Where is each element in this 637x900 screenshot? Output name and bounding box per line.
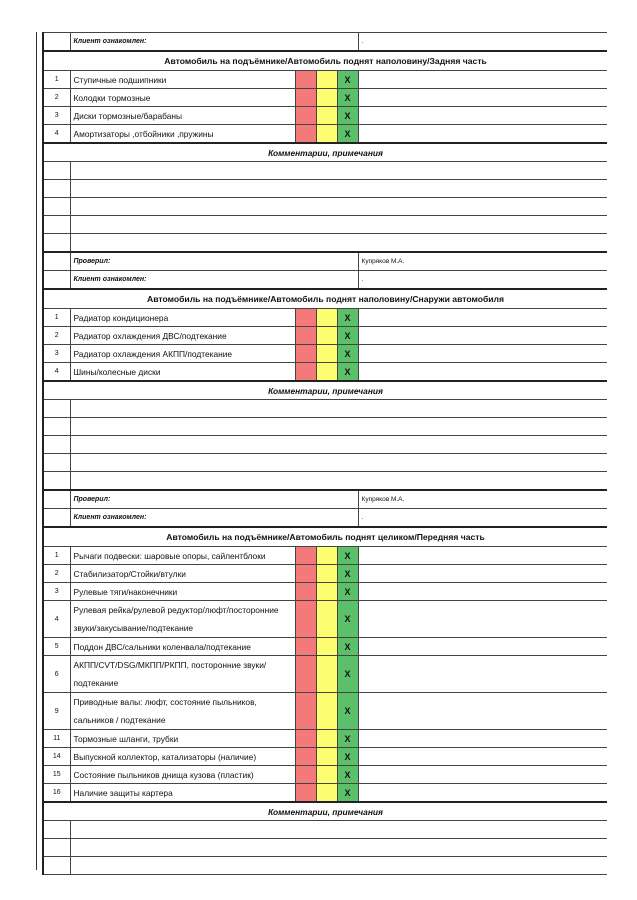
- status-warn-cell[interactable]: [316, 107, 337, 125]
- status-bad-cell[interactable]: [295, 748, 316, 766]
- comment-input[interactable]: [70, 857, 607, 875]
- item-note-cell[interactable]: [358, 583, 607, 601]
- checklist-row: [43, 125, 607, 144]
- checklist-row: [43, 327, 607, 345]
- status-bad-cell[interactable]: [295, 71, 316, 89]
- comments-header: [43, 381, 607, 400]
- status-ok-cell[interactable]: X: [337, 309, 358, 327]
- status-bad-cell[interactable]: [295, 638, 316, 656]
- item-note-cell[interactable]: [358, 125, 607, 144]
- status-ok-cell[interactable]: X: [337, 766, 358, 784]
- section-title: Автомобиль на подъёмнике/Автомобиль поднят целиком/Передняя часть: [43, 527, 607, 547]
- checklist-row: [43, 656, 607, 693]
- status-warn-cell[interactable]: [316, 784, 337, 803]
- section-header: [43, 289, 607, 309]
- comments-title: Комментарии, примечания: [43, 381, 607, 400]
- item-name: Рулевые тяги/наконечники: [70, 583, 295, 601]
- checklist-row: [43, 107, 607, 125]
- status-bad-cell[interactable]: [295, 363, 316, 382]
- item-name: Рычаги подвески: шаровые опоры, сайлентблоки: [70, 547, 295, 565]
- status-ok-cell[interactable]: X: [337, 583, 358, 601]
- item-note-cell[interactable]: [358, 363, 607, 382]
- comments-header: [43, 802, 607, 821]
- comment-input[interactable]: [70, 180, 607, 198]
- item-number: 15: [43, 766, 70, 784]
- inspection-table: [42, 32, 607, 875]
- item-number: 2: [43, 565, 70, 583]
- comment-line: [43, 418, 607, 436]
- checklist-row: [43, 601, 607, 638]
- item-note-cell[interactable]: [358, 309, 607, 327]
- status-warn-cell[interactable]: [316, 363, 337, 382]
- item-name: Состояние пыльников днища кузова (пластик): [70, 766, 295, 784]
- item-note-cell[interactable]: [358, 89, 607, 107]
- status-warn-cell[interactable]: [316, 693, 337, 730]
- status-ok-cell[interactable]: X: [337, 345, 358, 363]
- item-note-cell[interactable]: [358, 784, 607, 803]
- status-ok-cell[interactable]: X: [337, 547, 358, 565]
- section-title: Автомобиль на подъёмнике/Автомобиль поднят наполовину/Задняя часть: [43, 51, 607, 71]
- item-name: Поддон ДВС/сальники коленвала/подтекание: [70, 638, 295, 656]
- client-acknowledged-label: Клиент ознакомлен:: [70, 33, 358, 52]
- checked-by-label: Проверил:: [70, 490, 358, 509]
- item-number: 6: [43, 656, 70, 693]
- status-bad-cell[interactable]: [295, 730, 316, 748]
- inspection-sheet: [42, 32, 606, 875]
- client-acknowledged-label: Клиент ознакомлен:: [70, 271, 358, 290]
- comment-line: [43, 857, 607, 875]
- item-note-cell[interactable]: [358, 693, 607, 730]
- client-acknowledged-row: [43, 271, 607, 290]
- comment-line: [43, 216, 607, 234]
- status-bad-cell[interactable]: [295, 784, 316, 803]
- item-number: 1: [43, 71, 70, 89]
- client-acknowledged-row: [43, 509, 607, 528]
- comment-input[interactable]: [70, 216, 607, 234]
- status-warn-cell[interactable]: [316, 125, 337, 144]
- status-ok-cell[interactable]: X: [337, 638, 358, 656]
- item-number: 4: [43, 601, 70, 638]
- status-ok-cell[interactable]: X: [337, 730, 358, 748]
- status-warn-cell[interactable]: [316, 766, 337, 784]
- item-name: Радиатор охлаждения ДВС/подтекание: [70, 327, 295, 345]
- item-name: Стабилизатор/Стойки/втулки: [70, 565, 295, 583]
- status-bad-cell[interactable]: [295, 89, 316, 107]
- item-name: Рулевая рейка/рулевой редуктор/люфт/посторонние звуки/закусывание/подтекание: [70, 601, 295, 638]
- item-note-cell[interactable]: [358, 638, 607, 656]
- comment-line: [43, 180, 607, 198]
- comment-line: [43, 454, 607, 472]
- comment-line: [43, 472, 607, 491]
- checklist-row: [43, 730, 607, 748]
- status-ok-cell[interactable]: X: [337, 327, 358, 345]
- item-name: Колодки тормозные: [70, 89, 295, 107]
- item-name: Тормозные шланги, трубки: [70, 730, 295, 748]
- status-bad-cell[interactable]: [295, 565, 316, 583]
- status-bad-cell[interactable]: [295, 766, 316, 784]
- item-note-cell[interactable]: [358, 71, 607, 89]
- comment-input[interactable]: [70, 454, 607, 472]
- checked-by-row: [43, 490, 607, 509]
- item-number: 3: [43, 583, 70, 601]
- item-number: 3: [43, 107, 70, 125]
- checklist-row: [43, 638, 607, 656]
- checklist-row: [43, 748, 607, 766]
- status-warn-cell[interactable]: [316, 638, 337, 656]
- checklist-row: [43, 309, 607, 327]
- checklist-row: [43, 89, 607, 107]
- status-ok-cell[interactable]: X: [337, 693, 358, 730]
- item-number: 5: [43, 638, 70, 656]
- section-header: [43, 527, 607, 547]
- status-ok-cell[interactable]: X: [337, 71, 358, 89]
- status-warn-cell[interactable]: [316, 730, 337, 748]
- status-warn-cell[interactable]: [316, 583, 337, 601]
- section-title: Автомобиль на подъёмнике/Автомобиль поднят наполовину/Снаружи автомобиля: [43, 289, 607, 309]
- item-name: Диски тормозные/барабаны: [70, 107, 295, 125]
- client-acknowledged-value[interactable]: .: [358, 509, 607, 528]
- comments-header: [43, 143, 607, 162]
- client-acknowledged-value[interactable]: .: [358, 33, 607, 52]
- comments-title: Комментарии, примечания: [43, 143, 607, 162]
- item-number: 4: [43, 363, 70, 382]
- status-bad-cell[interactable]: [295, 345, 316, 363]
- item-number: 14: [43, 748, 70, 766]
- checklist-row: [43, 693, 607, 730]
- item-name: Выпускной коллектор, катализаторы (наличие): [70, 748, 295, 766]
- item-number: 3: [43, 345, 70, 363]
- item-number: 2: [43, 89, 70, 107]
- item-number: 2: [43, 327, 70, 345]
- comment-input[interactable]: [70, 198, 607, 216]
- item-note-cell[interactable]: [358, 601, 607, 638]
- status-ok-cell[interactable]: X: [337, 363, 358, 382]
- checklist-row: [43, 784, 607, 803]
- checked-by-row: [43, 252, 607, 271]
- status-ok-cell[interactable]: X: [337, 565, 358, 583]
- status-ok-cell[interactable]: X: [337, 107, 358, 125]
- item-name: Радиатор охлаждения АКПП/подтекание: [70, 345, 295, 363]
- status-bad-cell[interactable]: [295, 309, 316, 327]
- status-warn-cell[interactable]: [316, 89, 337, 107]
- item-note-cell[interactable]: [358, 565, 607, 583]
- item-name: Шины/колесные диски: [70, 363, 295, 382]
- checklist-row: [43, 345, 607, 363]
- comment-line: [43, 821, 607, 839]
- checklist-row: [43, 547, 607, 565]
- status-warn-cell[interactable]: [316, 565, 337, 583]
- status-warn-cell[interactable]: [316, 601, 337, 638]
- status-warn-cell[interactable]: [316, 656, 337, 693]
- checked-by-value[interactable]: Купряков М.А.: [358, 252, 607, 271]
- status-bad-cell[interactable]: [295, 327, 316, 345]
- item-name: Ступичные подшипники: [70, 71, 295, 89]
- status-ok-cell[interactable]: X: [337, 89, 358, 107]
- status-warn-cell[interactable]: [316, 71, 337, 89]
- item-note-cell[interactable]: [358, 656, 607, 693]
- comment-input[interactable]: [70, 418, 607, 436]
- comment-input[interactable]: [70, 839, 607, 857]
- status-bad-cell[interactable]: [295, 107, 316, 125]
- comment-line: [43, 839, 607, 857]
- item-number: 1: [43, 309, 70, 327]
- item-name: Радиатор кондиционера: [70, 309, 295, 327]
- item-note-cell[interactable]: [358, 730, 607, 748]
- comment-line: [43, 400, 607, 418]
- comment-input[interactable]: [70, 436, 607, 454]
- checklist-row: [43, 766, 607, 784]
- comments-title: Комментарии, примечания: [43, 802, 607, 821]
- status-ok-cell[interactable]: X: [337, 784, 358, 803]
- status-bad-cell[interactable]: [295, 125, 316, 144]
- status-ok-cell[interactable]: X: [337, 656, 358, 693]
- item-name: Наличие защиты картера: [70, 784, 295, 803]
- status-ok-cell[interactable]: X: [337, 748, 358, 766]
- client-acknowledged-value[interactable]: .: [358, 271, 607, 290]
- item-name: Приводные валы: люфт, состояние пыльников, сальников / подтекание: [70, 693, 295, 730]
- item-note-cell[interactable]: [358, 345, 607, 363]
- item-note-cell[interactable]: [358, 107, 607, 125]
- status-ok-cell[interactable]: X: [337, 601, 358, 638]
- checklist-row: [43, 565, 607, 583]
- client-acknowledged-label: Клиент ознакомлен:: [70, 509, 358, 528]
- item-note-cell[interactable]: [358, 748, 607, 766]
- status-bad-cell[interactable]: [295, 656, 316, 693]
- comment-line: [43, 198, 607, 216]
- checklist-row: [43, 583, 607, 601]
- comment-line: [43, 162, 607, 180]
- comment-input[interactable]: [70, 821, 607, 839]
- item-number: 9: [43, 693, 70, 730]
- comment-line: [43, 234, 607, 253]
- status-ok-cell[interactable]: X: [337, 125, 358, 144]
- comment-input[interactable]: [70, 472, 607, 491]
- status-warn-cell[interactable]: [316, 547, 337, 565]
- item-number: 4: [43, 125, 70, 144]
- page-margin-line: [36, 32, 37, 870]
- comment-input[interactable]: [70, 162, 607, 180]
- status-bad-cell[interactable]: [295, 693, 316, 730]
- item-name: АКПП/CVT/DSG/МКПП/РКПП, посторонние звуки/ подтекание: [70, 656, 295, 693]
- status-bad-cell[interactable]: [295, 547, 316, 565]
- status-bad-cell[interactable]: [295, 601, 316, 638]
- comment-input[interactable]: [70, 400, 607, 418]
- comment-input[interactable]: [70, 234, 607, 253]
- status-warn-cell[interactable]: [316, 345, 337, 363]
- top-client-row: [43, 33, 607, 52]
- item-number: 1: [43, 547, 70, 565]
- comment-line: [43, 436, 607, 454]
- section-header: [43, 51, 607, 71]
- checklist-row: [43, 71, 607, 89]
- checklist-row: [43, 363, 607, 382]
- status-bad-cell[interactable]: [295, 583, 316, 601]
- item-number: 16: [43, 784, 70, 803]
- item-note-cell[interactable]: [358, 766, 607, 784]
- item-number: 11: [43, 730, 70, 748]
- status-warn-cell[interactable]: [316, 309, 337, 327]
- status-warn-cell[interactable]: [316, 748, 337, 766]
- item-name: Амортизаторы ,отбойники ,пружины: [70, 125, 295, 144]
- item-note-cell[interactable]: [358, 547, 607, 565]
- checked-by-label: Проверил:: [70, 252, 358, 271]
- checked-by-value[interactable]: Купряков М.А.: [358, 490, 607, 509]
- item-note-cell[interactable]: [358, 327, 607, 345]
- status-warn-cell[interactable]: [316, 327, 337, 345]
